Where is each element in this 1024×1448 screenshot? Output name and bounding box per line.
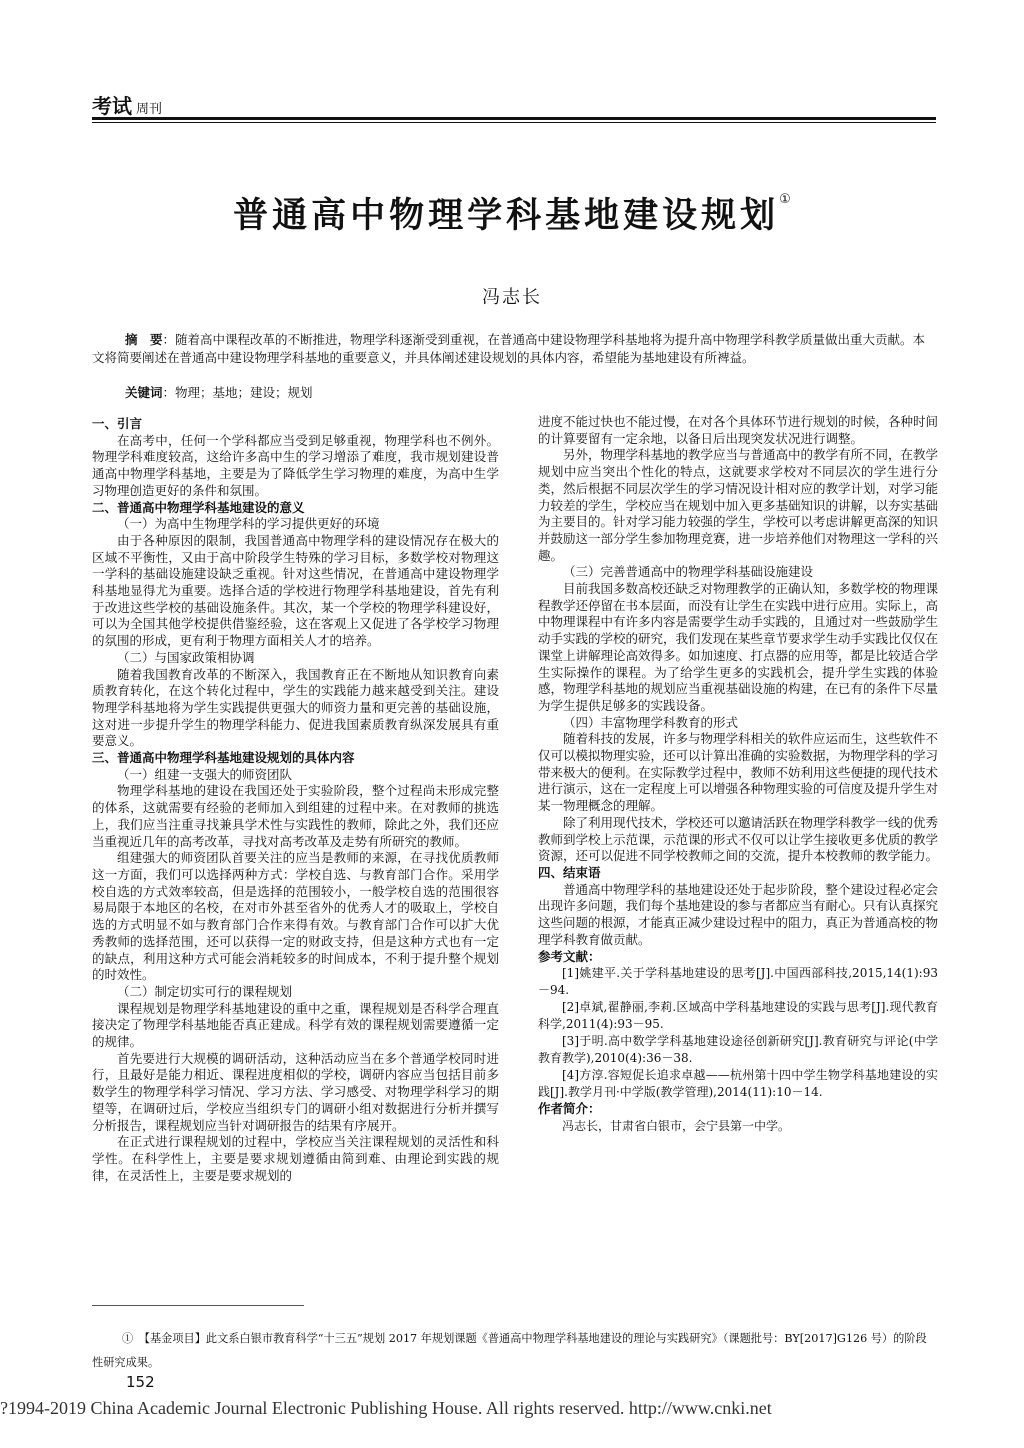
header-rule-thin <box>92 122 936 123</box>
reference-item: [1]姚建平.关于学科基地建设的思考[J].中国西部科技,2015,14(1):93－94. <box>538 966 938 998</box>
keywords <box>125 383 313 401</box>
subsection-heading: （四）丰富物理学科教育的形式 <box>563 714 739 730</box>
paragraph: 物理学科基地的建设在我国还处于实验阶段，整个过程尚未形成完整的体系，这就需要有经验的老师加入到组建的过程中来。在对教师的挑选上，我们应当注重寻找兼具学术性与实践性的教师，除此之外，我们还应当重视近几年的高考改革，寻找对高考改革及走势有所研究的教师。 <box>92 783 499 849</box>
article-title <box>0 188 1024 238</box>
paragraph: 在高考中，任何一个学科都应当受到足够重视，物理学科也不例外。物理学科难度较高，这给许多高中生的学习增添了难度，我市规划建设普通高中物理学科基地，主要是为了降低学生学习物理的难度，为高中生学习物理创造更好的条件和氛围。 <box>92 432 499 498</box>
paragraph: 课程规划是物理学科基地建设的重中之重，课程规划是否科学合理直接决定了物理学科基地能否真正建成。科学有效的课程规划需要遵循一定的规律。 <box>92 1000 499 1050</box>
journal-suffix: 周刊 <box>136 102 163 117</box>
article-title-text: 普通高中物理学科基地建设规划 <box>233 196 780 236</box>
paragraph: 组建强大的师资团队首要关注的应当是教师的来源，在寻找优质教师这一方面，我们可以选择两种方式：学校自选、与教育部门合作。采用学校自选的方式效率较高，但是选择的范围较小，一般学校自选的范围很容易局限于本地区的名校，在对市外甚至省外的优秀人才的吸取上，学校自选的方式明显不如与教育部门合作来得有效。与教育部门合作可以扩大优秀教师的选择范围，还可以获得一定的财政支持，但是这种方式也有一定的缺点，利用这种方式可能会消耗较多的时间成本，不利于提升整个规划的时效性。 <box>92 850 499 983</box>
section-heading: 一、引言 <box>92 416 143 431</box>
subsection-heading: （一）组建一支强大的师资团队 <box>117 766 293 782</box>
copyright-line: ?1994-2019 China Academic Journal Electronic Publishing House. All rights reserved. http://www.cnki.net <box>0 1398 772 1418</box>
subsection-heading: （三）完善普通高中的物理学科基础设施建设 <box>563 564 814 580</box>
abstract-label: 摘 要 <box>125 332 163 347</box>
author-name: 冯志长 <box>482 287 542 308</box>
subsection-heading: （一）为高中生物理学科的学习提供更好的环境 <box>117 516 380 532</box>
title-footnote-mark: ① <box>779 192 791 207</box>
journal-header <box>92 90 162 119</box>
subsection-heading: （二）制定切实可行的课程规划 <box>117 983 293 999</box>
header-rule-thick <box>92 117 936 120</box>
section-heading: 四、结束语 <box>538 864 601 880</box>
abstract-text: ：随着高中课程改革的不断推进，物理学科逐渐受到重视，在普通高中建设物理学科基地将为提升高中物理学科教学质量做出重大贡献。本文将简要阐述在普通高中建设物理学科基地的重要意义，并具体阐述建设规划的具体内容，希望能为基地建设有所裨益。 <box>92 332 926 365</box>
right-column <box>538 414 938 1135</box>
left-column <box>92 416 499 1184</box>
paragraph: 除了利用现代技术，学校还可以邀请活跃在物理学科教学一线的优秀教师到学校上示范课，示范课的形式不仅可以让学生接收更多优质的教学资源，还可以促进不同学校教师之间的交流，提升本校教师的教学能力。 <box>538 814 939 864</box>
section-heading: 二、普通高中物理学科基地建设的意义 <box>92 499 305 515</box>
references-heading: 参考文献： <box>538 948 601 964</box>
section-heading: 三、普通高中物理学科基地建设规划的具体内容 <box>92 750 355 766</box>
author-bio-heading: 作者简介： <box>538 1101 601 1117</box>
footnote: ① 【基金项目】此文系白银市教育科学“十三五”规划 2017 年规划课题《普通高中物理学科基地建设的理论与实践研究》（课题批号：BY[2017]G126 号）的阶段性研究成果。 <box>92 1332 927 1369</box>
paragraph: 由于各种原因的限制，我国普通高中物理学科的建设情况存在极大的区域不平衡性，又由于高中阶段学生特殊的学习目标，多数学校对物理这一学科的基础设施建设缺乏重视。针对这些情况，在普通高中建设物理学科基地显得尤为重要。选择合适的学校进行物理学科基地建设，首先有利于改进这些学校的基础设施条件。其次，某一个学校的物理学科建设好，可以为全国其他学校提供借鉴经验，这在客观上又促进了各学校学习物理的氛围的形成，更有利于物理方面相关人才的培养。 <box>92 532 499 649</box>
paragraph: 目前我国多数高校还缺乏对物理教学的正确认知，多数学校的物理课程教学还停留在书本层面，而没有让学生在实践中进行应用。实际上，高中物理课程中有许多内容是需要学生动手实践的，且通过对一些鼓励学生动手实践的学校的研究，我们发现在某些章节要求学生动手实践比仅仅在课堂上讲解理论高效得多。如加速度、打点器的应用等，都是比较适合学生实际操作的课程。为了给学生更多的实践机会，提升学生实践的体验感，物理学科基地的规划应当重视基础设施的构建，在已有的条件下尽量为学生提供足够多的实践设备。 <box>538 581 939 713</box>
paragraph: 普通高中物理学科的基地建设还处于起步阶段，整个建设过程必定会出现许多问题，我们每个基地建设的参与者都应当有耐心。只有认真探究这些问题的根源，才能真正减少建设过程中的阻力，真正为普通高校的物理学科教育做贡献。 <box>538 881 939 947</box>
paragraph: 首先要进行大规模的调研活动，这种活动应当在多个普通学校同时进行，且最好是能力相近、课程进度相似的学校，调研内容应当包括目前多数学生的物理学科学习情况、学习方法、学习感受、对物理学科学习的期望等，在调研过后，学校应当组织专门的调研小组对数据进行分析并撰写分析报告，课程规划应当针对调研报告的结果有序展开。 <box>92 1050 499 1133</box>
keywords-label: 关键词 <box>125 385 163 400</box>
abstract <box>92 331 937 366</box>
reference-item: [3]于明.高中数学学科基地建设途径创新研究[J].教育研究与评论(中学教育教学),2010(4):36－38. <box>538 1034 938 1066</box>
journal-name: 考试 <box>92 94 132 118</box>
author-bio: 冯志长，甘肃省白银市，会宁县第一中学。 <box>562 1118 791 1133</box>
keywords-text: ：物理；基地；建设；规划 <box>162 385 313 400</box>
paragraph: 进度不能过快也不能过慢，在对各个具体环节进行规划的时候，各种时间的计算要留有一定余地，以备日后出现突发状况进行调整。 <box>538 414 939 446</box>
page-number: 152 <box>126 1373 155 1391</box>
reference-item: [4]方淳.容短促长追求卓越——杭州第十四中学生物学科基地建设的实践[J].教学月刊·中学版(教学管理),2014(11):10－14. <box>538 1068 938 1100</box>
subsection-heading: （二）与国家政策相协调 <box>117 649 255 665</box>
reference-item: [2]卓斌,翟静丽,李莉.区域高中学科基地建设的实践与思考[J].现代教育科学,2011(4):93－95. <box>538 1000 938 1032</box>
footnote-rule <box>92 1305 304 1306</box>
paragraph: 在正式进行课程规划的过程中，学校应当关注课程规划的灵活性和科学性。在科学性上，主要是要求规划遵循由简到难、由理论到实践的规律，在灵活性上，主要是要求规划的 <box>92 1134 499 1183</box>
paragraph: 另外，物理学科基地的教学应当与普通高中的教学有所不同，在教学规划中应当突出个性化的特点，这就要求学校对不同层次的学生进行分类，然后根据不同层次学生的学习情况设计相对应的教学计划，对学习能力较差的学生，学校应当在规划中加入更多基础知识的讲解，以夯实基础为主要目的。针对学习能力较强的学生，学校可以考虑讲解更高深的知识并鼓励这一部分学生参加物理竞赛，进一步培养他们对物理这一学科的兴趣。 <box>538 447 939 563</box>
paragraph: 随着我国教育改革的不断深入，我国教育正在不断地从知识教育向素质教育转化，在这个转化过程中，学生的实践能力越来越受到关注。建设物理学科基地将为学生实践提供更强大的师资力量和更完善的基础设施，这对进一步提升学生的物理学科能力、促进我国素质教育纵深发展具有重要意义。 <box>92 666 499 749</box>
paragraph: 随着科技的发展，许多与物理学科相关的软件应运而生，这些软件不仅可以模拟物理实验，还可以计算出准确的实验数据，为物理学科的学习带来极大的便利。在实际教学过程中，教师不妨利用这些便捷的现代技术进行演示，这在一定程度上可以增强各种物理实验的可信度及提升学生对某一物理概念的理解。 <box>538 731 939 814</box>
